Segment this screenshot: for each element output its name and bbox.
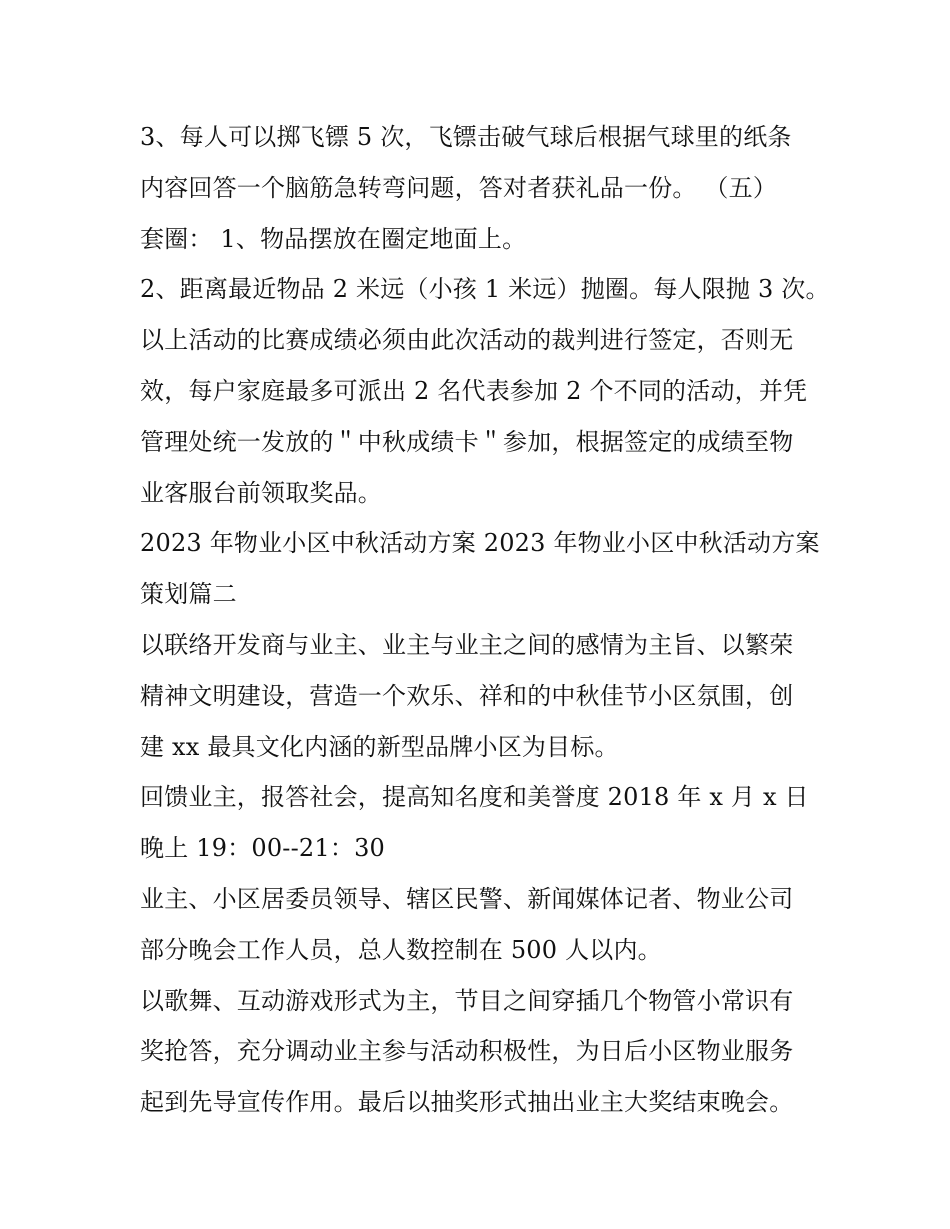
text-line: 2、距离最近物品 2 米远（小孩 1 米远）抛圈。每人限抛 3 次。 [140,275,830,304]
text-line: 业客服台前领取奖品。 [140,478,382,507]
text-line: 起到先导宣传作用。最后以抽奖形式抽出业主大奖结束晚会。 [140,1088,794,1117]
text-line: 精神文明建设，营造一个欢乐、祥和的中秋佳节小区氛围，创 [140,681,794,710]
text-line: 效，每户家庭最多可派出 2 名代表参加 2 个不同的活动，并凭 [140,376,808,405]
document-body [140,112,830,1128]
text-line: 策划篇二 [140,580,237,609]
text-line: 以歌舞、互动游戏形式为主，节目之间穿插几个物管小常识有 [140,986,794,1015]
text-line: 部分晚会工作人员，总人数控制在 500 人以内。 [140,935,662,964]
text-line: 内容回答一个脑筋急转弯问题，答对者获礼品一份。 （五） [140,173,778,202]
text-line: 回馈业主，报答社会，提高知名度和美誉度 2018 年 x 月 x 日 [140,783,809,812]
text-line: 晚上 19：00--21：30 [140,834,386,863]
text-line: 业主、小区居委员领导、辖区民警、新闻媒体记者、物业公司 [140,884,794,913]
text-line: 以上活动的比赛成绩必须由此次活动的裁判进行签定，否则无 [140,326,794,355]
text-line: 奖抢答，充分调动业主参与活动积极性，为日后小区物业服务 [140,1037,794,1066]
text-line: 套圈： 1、物品摆放在圈定地面上。 [140,224,527,253]
text-line: 2023 年物业小区中秋活动方案 2023 年物业小区中秋活动方案 [140,529,820,558]
text-line: 建 xx 最具文化内涵的新型品牌小区为目标。 [140,732,619,761]
text-line: 管理处统一发放的＂中秋成绩卡＂参加，根据签定的成绩至物 [140,427,794,456]
text-line: 3、每人可以掷飞镖 5 次，飞镖击破气球后根据气球里的纸条 [140,123,792,151]
text-line: 以联络开发商与业主、业主与业主之间的感情为主旨、以繁荣 [140,630,794,659]
